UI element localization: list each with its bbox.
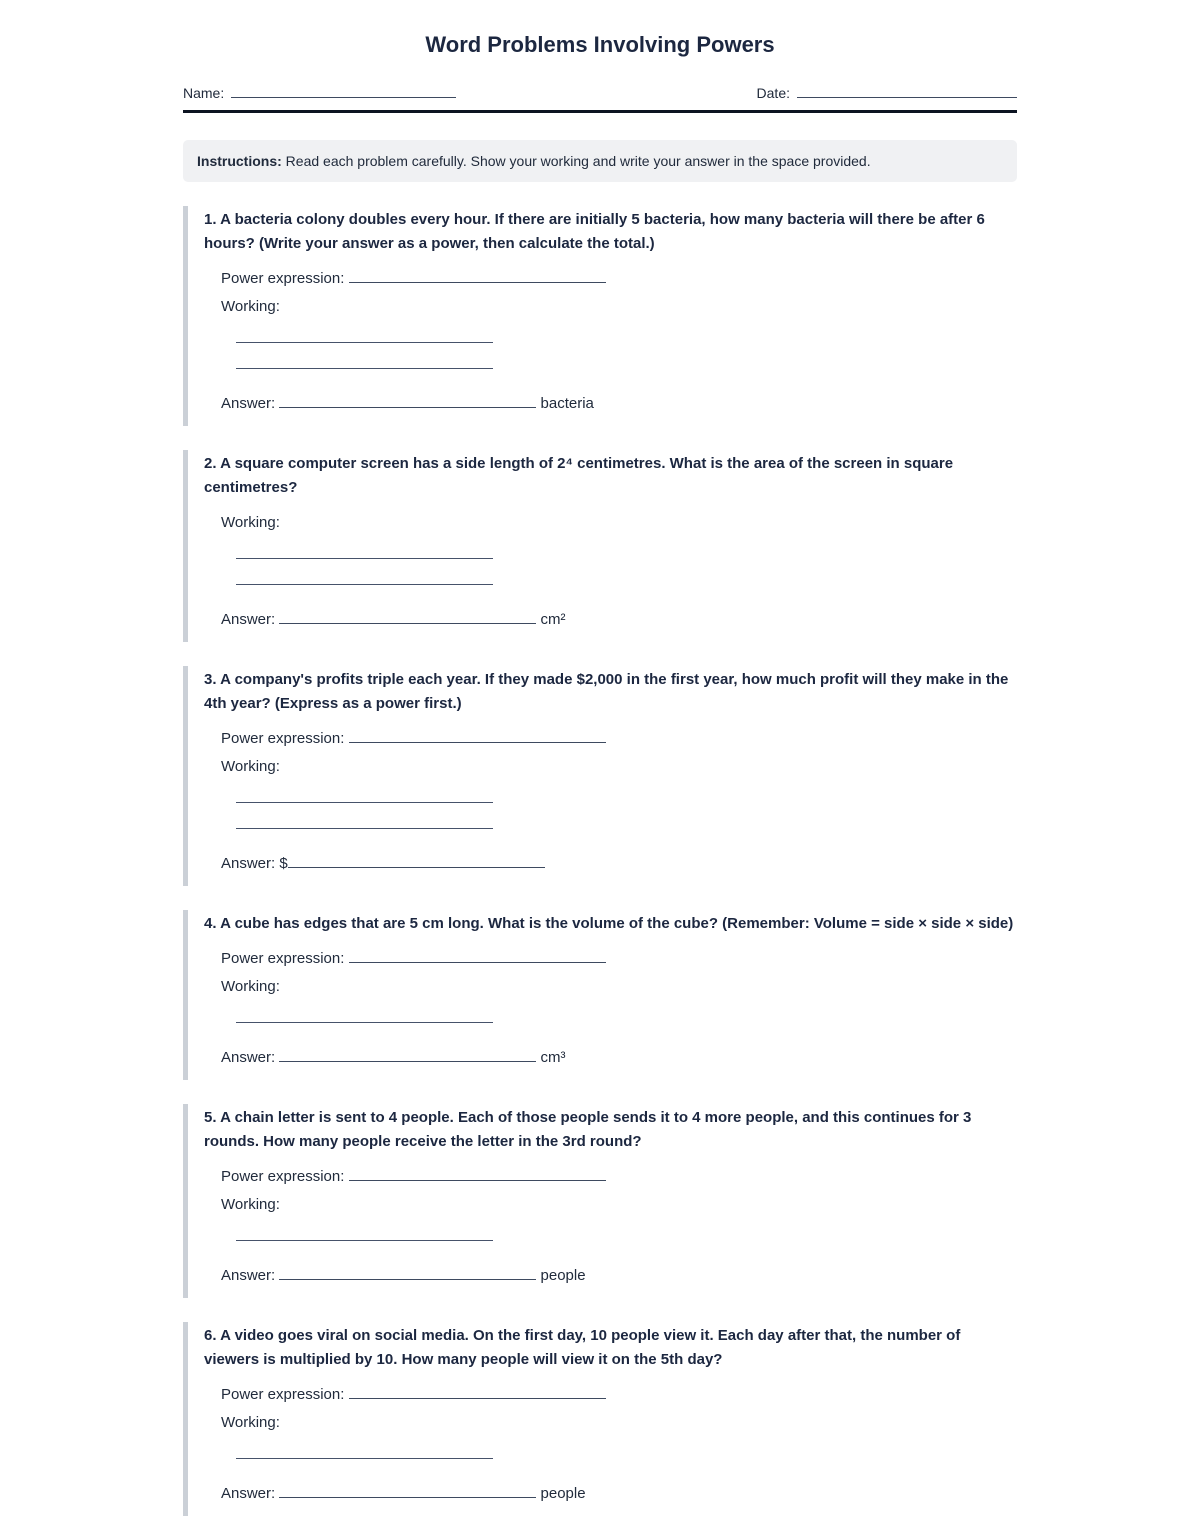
- answer-label: Answer:: [221, 395, 276, 412]
- working-label: Working:: [221, 1196, 280, 1213]
- problem-4: [183, 910, 1017, 1080]
- question-number: 4.: [204, 915, 217, 932]
- answer-blank: [279, 1266, 536, 1280]
- working-line: [236, 1458, 493, 1459]
- answer-row: [221, 394, 1017, 414]
- problem-1-question: [204, 208, 1017, 256]
- answer-row: [221, 1484, 1017, 1504]
- question-number: 2.: [204, 455, 217, 472]
- power-expression-label: Power expression:: [221, 950, 345, 967]
- question-text: A chain letter is sent to 4 people. Each of those people sends it to 4 more people, and this continues for 3 rounds. How many people receive the letter in the 3rd round?: [204, 1109, 972, 1150]
- answer-row: [221, 1048, 1017, 1068]
- question-number: 3.: [204, 671, 217, 688]
- problem-3-question: [204, 668, 1017, 716]
- worksheet-page: [183, 0, 1017, 1516]
- header-rule: [183, 110, 1017, 113]
- question-text: A square computer screen has a side length of 2⁴ centimetres. What is the area of the screen in square centimetres?: [204, 455, 954, 496]
- answer-label: Answer:: [221, 611, 276, 628]
- working-line: [236, 584, 493, 585]
- name-blank: [231, 84, 456, 98]
- question-text: A cube has edges that are 5 cm long. What is the volume of the cube? (Remember: Volume = side × side × side): [220, 915, 1014, 932]
- problem-6: [183, 1322, 1017, 1516]
- working-line: [236, 1240, 493, 1241]
- problem-1: [183, 206, 1017, 426]
- question-number: 5.: [204, 1109, 217, 1126]
- page-title: Word Problems Involving Powers: [425, 32, 775, 57]
- power-expression-blank: [349, 269, 606, 283]
- power-expression-row: [221, 1385, 1017, 1405]
- power-expression-label: Power expression:: [221, 730, 345, 747]
- instructions-box: [183, 140, 1017, 182]
- working-label: Working:: [221, 298, 280, 315]
- power-expression-row: [221, 949, 1017, 969]
- date-label: Date:: [756, 85, 790, 101]
- working-line: [236, 802, 493, 803]
- name-field: [183, 84, 456, 101]
- problem-2-question: [204, 452, 1017, 500]
- working-line: [236, 558, 493, 559]
- date-blank: [797, 84, 1017, 98]
- problem-3: [183, 666, 1017, 886]
- answer-blank: [288, 854, 545, 868]
- working-line: [236, 368, 493, 369]
- answer-label: Answer:: [221, 855, 276, 872]
- power-expression-label: Power expression:: [221, 1386, 345, 1403]
- power-expression-label: Power expression:: [221, 270, 345, 287]
- answer-prefix: $: [279, 855, 288, 872]
- problem-6-question: [204, 1324, 1017, 1372]
- working-label: Working:: [221, 514, 280, 531]
- answer-blank: [279, 394, 536, 408]
- question-number: 6.: [204, 1327, 217, 1344]
- question-text: A company's profits triple each year. If they made $2,000 in the first year, how much profit will they make in the 4th year? (Express as a power first.): [204, 671, 1009, 712]
- power-expression-blank: [349, 1167, 606, 1181]
- question-text: A bacteria colony doubles every hour. If there are initially 5 bacteria, how many bacteria will there be after 6 hours? (Write your answer as a power, then calculate the total.): [204, 211, 985, 252]
- working-label: Working:: [221, 758, 280, 775]
- problem-2: [183, 450, 1017, 642]
- problem-5-question: [204, 1106, 1017, 1154]
- power-expression-row: [221, 729, 1017, 749]
- answer-label: Answer:: [221, 1049, 276, 1066]
- answer-blank: [279, 1484, 536, 1498]
- working-line: [236, 1022, 493, 1023]
- power-expression-row: [221, 1167, 1017, 1187]
- working-label: Working:: [221, 978, 280, 995]
- answer-unit: cm³: [540, 1049, 566, 1066]
- power-expression-blank: [349, 729, 606, 743]
- power-expression-blank: [349, 949, 606, 963]
- working-label: Working:: [221, 1414, 280, 1431]
- answer-unit: bacteria: [540, 395, 594, 412]
- power-expression-blank: [349, 1385, 606, 1399]
- question-number: 1.: [204, 211, 217, 228]
- answer-unit: people: [540, 1485, 586, 1502]
- working-line: [236, 828, 493, 829]
- problem-5: [183, 1104, 1017, 1298]
- problem-4-question: [204, 912, 1017, 936]
- answer-label: Answer:: [221, 1485, 276, 1502]
- answer-label: Answer:: [221, 1267, 276, 1284]
- answer-unit: cm²: [540, 611, 566, 628]
- name-label: Name:: [183, 85, 225, 101]
- answer-row: [221, 1266, 1017, 1286]
- answer-row: [221, 610, 1017, 630]
- answer-blank: [279, 1048, 536, 1062]
- date-field: [757, 84, 1017, 101]
- working-line: [236, 342, 493, 343]
- instructions-text: Read each problem carefully. Show your working and write your answer in the space provided.: [285, 153, 871, 169]
- power-expression-row: [221, 269, 1017, 289]
- instructions-label: Instructions:: [197, 153, 282, 169]
- answer-unit: people: [540, 1267, 586, 1284]
- question-text: A video goes viral on social media. On the first day, 10 people view it. Each day after that, the number of viewers is multiplied by 10. How many people will view it on the 5th day?: [204, 1327, 961, 1368]
- answer-row: [221, 854, 1017, 874]
- name-date-row: [183, 84, 1017, 101]
- power-expression-label: Power expression:: [221, 1168, 345, 1185]
- answer-blank: [279, 610, 536, 624]
